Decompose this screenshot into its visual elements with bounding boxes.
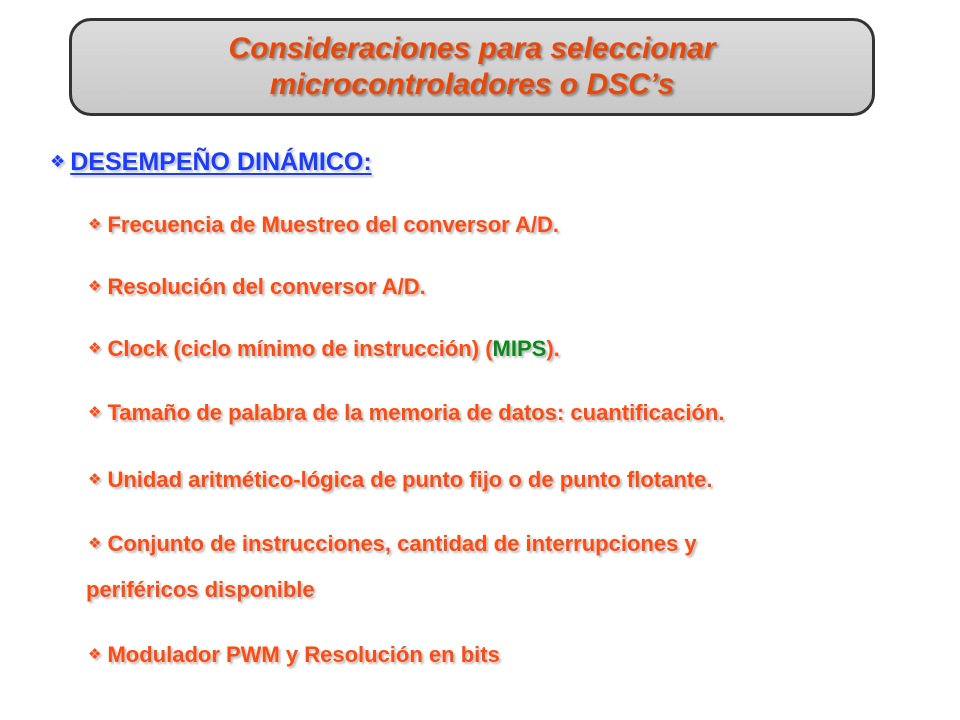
section-heading-label: DESEMPEÑO DINÁMICO: (70, 148, 372, 176)
four-petal-diamond-icon: ❖ (88, 646, 102, 663)
list-item-text: Tamaño de palabra de la memoria de datos: cuantificación. (107, 400, 725, 425)
list-item-sampling-frequency (88, 200, 559, 250)
mips-label: MIPS (492, 336, 547, 361)
mips-open: ( (485, 336, 493, 361)
list-item-text: Modulador PWM y Resolución en bits (107, 642, 500, 667)
title-line-1: Consideraciones para seleccionar (228, 32, 716, 65)
list-item-text: Frecuencia de Muestreo del conversor A/D. (107, 212, 560, 237)
four-petal-diamond-icon: ❖ (50, 152, 66, 171)
list-item-text: Resolución del conversor A/D. (107, 274, 426, 299)
four-petal-diamond-icon: ❖ (88, 404, 102, 421)
four-petal-diamond-icon: ❖ (88, 340, 102, 357)
section-heading (50, 148, 372, 177)
four-petal-diamond-icon: ❖ (88, 216, 102, 233)
list-item-alu (88, 455, 712, 505)
list-item-clock (88, 324, 560, 374)
title-box (69, 18, 875, 116)
list-item-instruction-set-continued (86, 565, 315, 615)
mips-close: ). (546, 336, 560, 361)
four-petal-diamond-icon: ❖ (88, 278, 102, 295)
list-item-text: Unidad aritmético-lógica de punto fijo o de punto flotante. (107, 467, 713, 492)
list-item-pwm (88, 630, 500, 680)
list-item-text: Conjunto de instrucciones, cantidad de interrupciones y (107, 531, 697, 556)
title-line-2: microcontroladores o DSC’s (269, 68, 675, 101)
list-item-ad-resolution (88, 262, 426, 312)
list-item-instruction-set (88, 519, 697, 569)
four-petal-diamond-icon: ❖ (88, 535, 102, 552)
four-petal-diamond-icon: ❖ (88, 471, 102, 488)
list-item-text: Clock (ciclo mínimo de instrucción) (107, 336, 486, 361)
list-item-word-size (88, 388, 724, 438)
list-item-text: periféricos disponible (86, 577, 315, 602)
